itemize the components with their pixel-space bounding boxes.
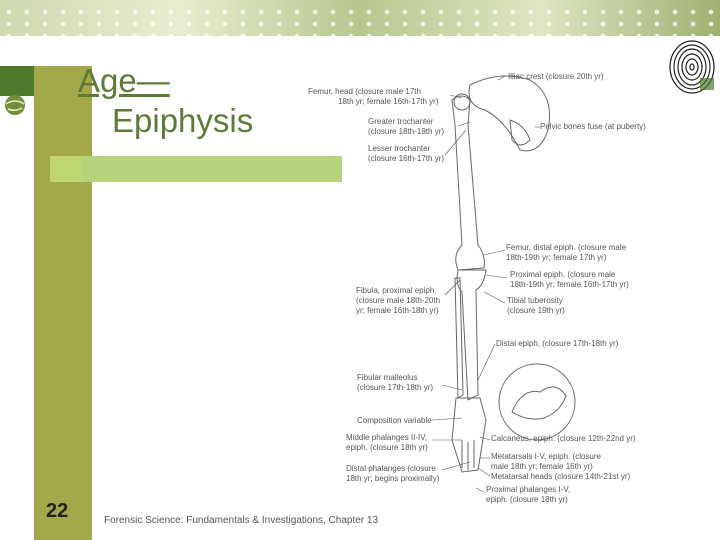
page-number: 22 (46, 500, 69, 522)
label-middle-phalanges-1: Middle phalanges II-IV, (346, 433, 428, 442)
label-greater-trochanter-1: Greater trochanter (368, 117, 434, 126)
label-femur-distal-2: 18th-19th yr; female 17th yr) (506, 253, 607, 262)
label-femur-head-2: 18th yr; female 16th-17th yr) (338, 97, 439, 106)
slide-title-line2: Epiphysis (112, 102, 254, 139)
label-tibia-proximal-1: Proximal epiph. (closure male (510, 270, 616, 279)
label-fibula-proximal-3: yr; female 16th-18th yr) (356, 306, 439, 315)
label-composition-variable: Composition variable (357, 416, 432, 425)
leg-skeleton-diagram (300, 0, 720, 540)
globe-icon (0, 92, 30, 118)
pelvis-bone (469, 76, 550, 151)
label-proximal-phalanges-2: epiph. (closure 18th yr) (486, 495, 568, 504)
label-lesser-trochanter-1: Lesser trochanter (368, 144, 431, 153)
label-femur-distal-1: Femur, distal epiph. (closure male (506, 243, 627, 252)
label-metatarsals-1: Metatarsals I-V, epiph. (closure (491, 452, 601, 461)
toe-bones (462, 440, 474, 470)
foot-bones (452, 398, 486, 472)
pelvis-inner (510, 120, 530, 145)
label-middle-phalanges-2: epiph. (closure 18th yr) (346, 443, 428, 452)
label-distal-epiph: Distal epiph. (closure 17th-18th yr) (496, 339, 619, 348)
label-calcaneus: Calcaneus, epiph. (closure 12th-22nd yr) (491, 434, 636, 443)
label-tibia-proximal-2: 18th-19th yr; female 16th-17th yr) (510, 280, 629, 289)
label-proximal-phalanges-1: Proximal phalanges I-V, (486, 485, 571, 494)
label-fibular-malleolus-2: (closure 17th-18th yr) (357, 383, 434, 392)
label-illiac-crest: Illiac crest (closure 20th yr) (508, 72, 604, 81)
label-femur-head-1: Femur, head (closure male 17th (308, 87, 421, 96)
label-tibial-tuberosity-1: Tibial tuberosity (507, 296, 563, 305)
ankle-detail-foot (512, 387, 566, 419)
femur-bone (452, 96, 484, 270)
slide-title-line1: Age— (78, 62, 170, 99)
footer-text: Forensic Science: Fundamentals & Investigations, Chapter 13 (104, 515, 379, 526)
label-fibula-proximal-1: Fibula, proximal epiph. (356, 286, 437, 295)
label-pelvic-bones: Pelvic bones fuse (at puberty) (540, 122, 646, 131)
label-lesser-trochanter-2: (closure 16th-17th yr) (368, 154, 445, 163)
label-distal-phalanges-2: 18th yr; begins proximally) (346, 474, 440, 483)
title-accent-block (50, 156, 82, 182)
left-accent-bar (34, 66, 92, 540)
label-metatarsal-heads: Metatarsal heads (closure 14th-21st yr) (491, 472, 631, 481)
label-metatarsals-2: male 18th yr; female 16th yr) (491, 462, 593, 471)
label-fibular-malleolus-1: Fibular malleolus (357, 373, 418, 382)
label-distal-phalanges-1: Distal phalanges (closure (346, 464, 436, 473)
label-tibial-tuberosity-2: (closure 19th yr) (507, 306, 565, 315)
label-greater-trochanter-2: (closure 18th-19th yr) (368, 127, 445, 136)
label-fibula-proximal-2: (closure male 18th-20th (356, 296, 441, 305)
